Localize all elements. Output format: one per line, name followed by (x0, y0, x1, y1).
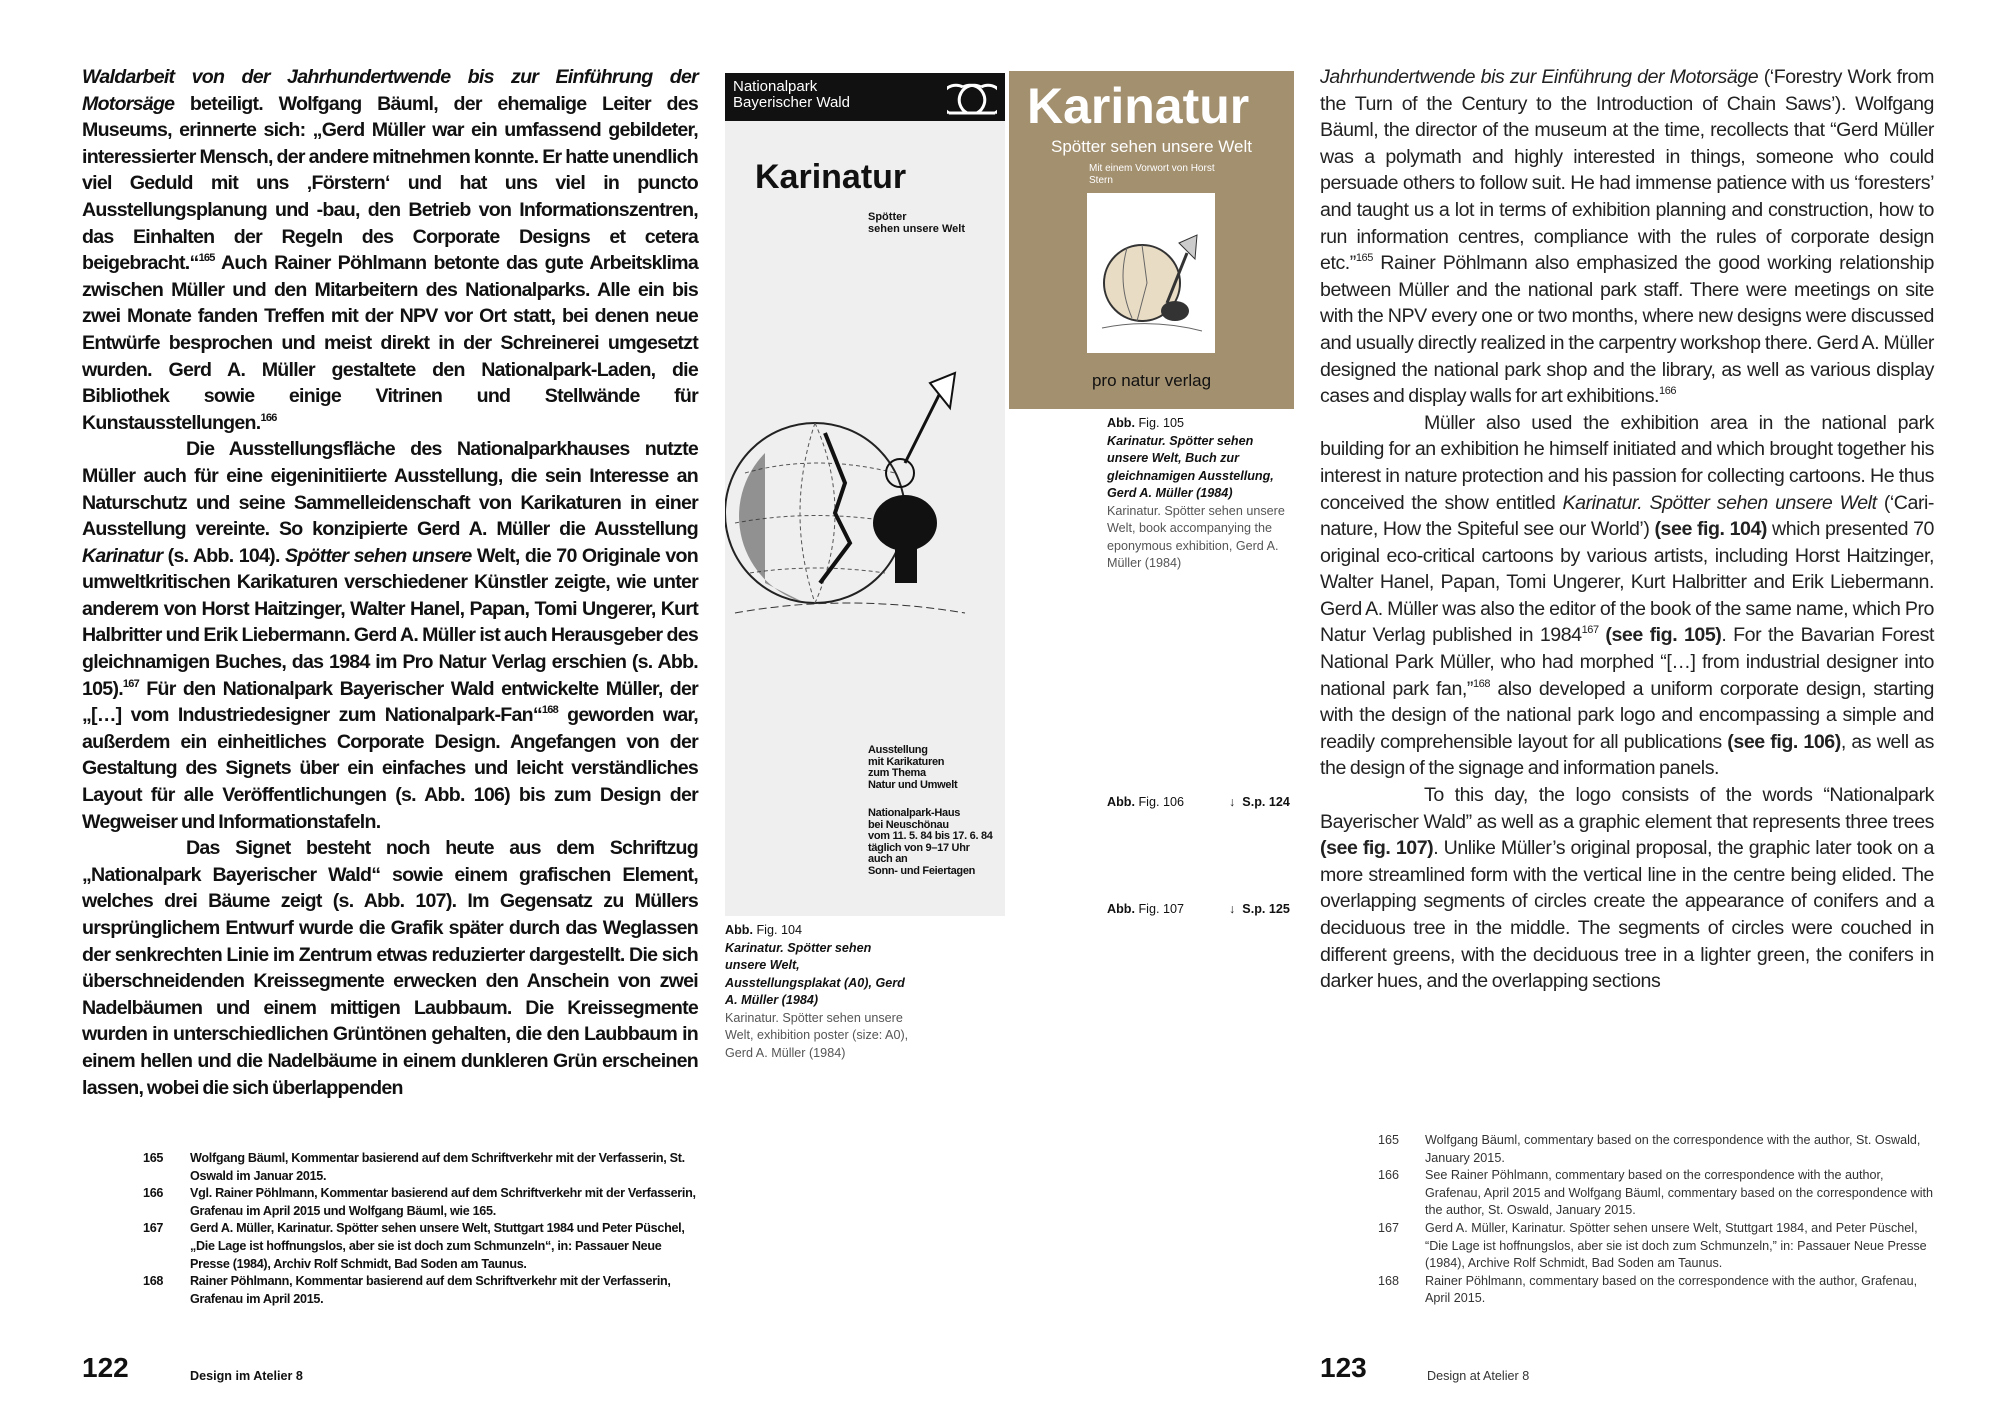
running-title-left: Design im Atelier 8 (190, 1369, 303, 1383)
text-run: Karinatur. Spötter sehen unsere Welt (1562, 491, 1877, 514)
footnote-text: Gerd A. Müller, Karinatur. Spötter sehen unsere Welt, Stuttgart 1984 und Peter Püschel, „Die Lage ist hoffnungslos, aber sie ist doch zum Schmunzeln“, in: Passauer Neue Presse (1984), Archiv Rolf Schmidt, Bad Soden am Taunus. (190, 1221, 685, 1271)
text-run: Für den Nationalpark Bayerischer Wald entwickelte Müller, der „[…] vom Industriedesigner zum Nationalpark-Fan“ (82, 677, 698, 727)
footnote (1378, 1132, 1938, 1167)
text-run: (s. Abb. 104). (162, 544, 285, 567)
poster-header: Nationalpark Bayerischer Wald (733, 78, 850, 111)
text-run: Das Signet besteht noch heute aus dem Schriftzug „Nationalpark Bayerischer Wald“ sowie einem grafischen Element, welches drei Bäume zeigt (s. Abb. 107). Im Gegensatz zu Müllers ursprünglichem Entwurf wurde die Grafik später durch das Weglassen der senkrechten Linie im Zentrum etwas reduzierter dargestellt. Die sich überschneidenden Kreissegmente erwecken den Anschein von zwei Nadelbäumen und einem mittigen Laubbaum. Die Kreissegmente wurden in unterschiedlichen Grüntönen gehalten, die den Laubbaum in einem hellen und die Nadelbäume in einem dunkleren Grün erscheinen lassen, wobei die sich überlappenden (82, 837, 698, 1099)
text-run: Rainer Pöhlmann also emphasized the good working relationship between Müller and the national park staff. There were meetings on site with the NPV every one or two months, where new designs were discussed and usually directly realized in the carpentry workshop there. Gerd A. Müller designed the national park shop and the library, as well as various display cases and display walls for art exhibitions. (1320, 252, 1934, 408)
text-run: beteiligt. Wolfgang Bäuml, der ehemalige Leiter des Museums, erinnerte sich: „Gerd Müller war ein umfassend gebildeter, interessierter Mensch, der andere mitnehmen konnte. Er hatte unendlich viel Geduld mit uns ‚Förstern‘ und hat uns viel in puncto Ausstellungsplanung und -bau, den Betrieb von Informationszentren, das Einhalten der Regeln des Corporate Designs et cetera beigebracht.“ (82, 92, 698, 275)
footnote (143, 1273, 703, 1308)
footnote-text: Wolfgang Bäuml, Kommentar basierend auf dem Schriftverkehr mit der Verfasserin, St. Oswald im Januar 2015. (190, 1151, 685, 1183)
footnote-number: 165 (1378, 1133, 1400, 1147)
footnote-text: Rainer Pöhlmann, Kommentar basierend auf dem Schriftverkehr mit der Verfasserin, Grafenau im April 2015. (190, 1274, 671, 1306)
text-run: Karinatur (82, 544, 163, 567)
page-number-right: 123 (1320, 1352, 1367, 1383)
footnote-text: Rainer Pöhlmann, commentary based on the correspondence with the author, Grafenau, April 2015. (1425, 1273, 1918, 1306)
paragraph (1320, 410, 1934, 782)
footnote-ref: 168 (541, 704, 558, 717)
exhibition-poster-image (725, 73, 1005, 916)
footnote-number: 166 (143, 1186, 164, 1201)
globe-axe-icon (1087, 193, 1215, 353)
poster-header-band (725, 73, 1005, 121)
paragraph (82, 436, 698, 835)
fig-label-de: Abb. (1107, 795, 1135, 809)
caption-fig-104 (725, 922, 915, 1062)
footnote-text: Wolfgang Bäuml, commentary based on the correspondence with the author, St. Oswald, January 2015. (1425, 1133, 1921, 1165)
caption-text-de: Karinatur. Spötter sehen unsere Welt, Ausstellungsplakat (A0), Gerd A. Müller (1984) (725, 940, 905, 1007)
footnote (1378, 1273, 1938, 1308)
footnote-number: 167 (143, 1221, 164, 1236)
text-run: . For the Bavarian Forest National Park Müller, who had morphed “[…] from industrial designer into national park fan,” (1320, 624, 1934, 700)
text-run: (see fig. 104) (1654, 518, 1767, 541)
page-number-left: 122 (82, 1352, 129, 1383)
poster-subtitle: Spötter sehen unsere Welt (868, 211, 965, 235)
paragraph (1320, 782, 1934, 995)
footnote (1378, 1220, 1938, 1273)
fig-label-de: Abb. (1107, 902, 1135, 916)
book-cover-image (1009, 71, 1294, 409)
arrow-down-icon: ↓ (1229, 795, 1236, 809)
book-publisher: pro natur verlag (1091, 371, 1212, 390)
text-run: (‘Cari-nature, How the Spiteful see our World’) (1320, 491, 1935, 541)
poster-exhibition-text: Ausstellung mit Karikaturen zum Thema Natur und Umwelt (868, 744, 958, 791)
paragraph (82, 64, 698, 436)
poster-title: Karinatur (755, 158, 907, 196)
book-cover-illustration (1087, 193, 1215, 353)
text-run: geworden war, außerdem ein einheitliches Corporate Design. Angefangen von der Gestaltung des Signets über ein einfaches und leicht verständliches Layout für alle Veröffentlichungen (s. Abb. 106) bis zum Design der Wegweiser und Informationstafeln. (82, 704, 698, 833)
footnote-text: Gerd A. Müller, Karinatur. Spötter sehen unsere Welt, Stuttgart 1984, and Peter Püschel, “Die Lage ist hoffnungslos, aber sie ist doch zum Schmunzeln,” in: Passauer Neue Presse (1984), Archive Rolf Schmidt, Bad Soden am Taunus. (1425, 1220, 1927, 1271)
caption-text-en: Karinatur. Spötter sehen unsere Welt, exhibition poster (size: A0), Gerd A. Müller (1984) (725, 1010, 909, 1060)
text-run: Welt, die 70 Originale von umweltkritischen Karikaturen verschiedener Künstler zeigte, wie unter anderem von Horst Haitzinger, Walter Hanel, Papan, Tomi Ungerer, Kurt Halbritter und Erik Liebermann. Gerd A. Müller ist auch Herausgeber des gleichnamigen Buches, das 1984 im Pro Natur Verlag erschien (s. Abb. 105). (82, 544, 698, 700)
footnote-number: 165 (143, 1151, 164, 1165)
text-run: , as well as the design of the signage and information panels. (1320, 730, 1934, 780)
footnote (143, 1220, 703, 1273)
text-run: Jahrhundertwende bis zur Einführung der Motorsäge (1320, 66, 1759, 88)
footnote-ref: 167 (122, 677, 140, 690)
arrow-down-icon: ↓ (1229, 902, 1236, 916)
text-run: (see fig. 106) (1727, 730, 1841, 753)
caption-label-de: Abb. (1107, 416, 1135, 430)
footnote-ref: 168 (1473, 677, 1491, 690)
footnote-number: 167 (1378, 1220, 1400, 1235)
paragraph (82, 835, 698, 1101)
caption-label-en: Fig. 104 (756, 923, 802, 937)
fig-106-reference (1107, 795, 1307, 809)
caption-label-en: Fig. 105 (1138, 416, 1184, 430)
footnote-ref: 167 (1581, 624, 1599, 637)
footnote-text: Vgl. Rainer Pöhlmann, Kommentar basierend auf dem Schriftverkehr mit der Verfasserin, Grafenau im April 2015 und Wolfgang Bäuml, wie 165. (190, 1186, 696, 1218)
text-run: . Unlike Müller’s original proposal, the graphic later took on a more streamlined form with the vertical line in the centre being elided. The overlapping segments of circles create the appearance of conifers and a deciduous tree in the middle. The segments of circles were couched in different greens, with the deciduous tree in a lighter green, the conifers in darker hues, and the overlapping sections (1320, 837, 1934, 993)
running-title-right: Design at Atelier 8 (1427, 1369, 1530, 1383)
book-foreword: Mit einem Vorwort von Horst Stern (1089, 163, 1215, 186)
text-run: Auch Rainer Pöhlmann betonte das gute Arbeitsklima zwischen Müller und den Mitarbeitern des Nationalparks. Alle ein bis zwei Monate fanden Treffen mit der NPV vor Ort statt, bei denen neue Entwürfe besprochen und meist direkt in der Schreinerei umgesetzt wurden. Gerd A. Müller gestaltete den Nationalpark-Laden, die Bibliothek sowie einige Vitrinen und Stellwände für Kunstausstellungen. (82, 252, 698, 434)
footnote-ref: 165 (1355, 252, 1373, 265)
caption-label-de: Abb. (725, 923, 753, 937)
poster-venue-dates: Nationalpark-Haus bei Neuschönau vom 11. 5. 84 bis 17. 6. 84 täglich von 9–17 Uhr auch an Sonn- und Feiertagen (868, 807, 993, 877)
footnote (1378, 1167, 1938, 1220)
text-run: Waldarbeit von der Jahrhundertwende bis zur Einführung der Motorsäge (82, 66, 698, 115)
page-link[interactable]: S.p. 124 (1242, 795, 1290, 809)
tree-logo-icon (947, 81, 997, 115)
text-run: To this day, the logo consists of the words “Nationalpark Bayerischer Wald” as well as a graphic element that represents three trees (1320, 784, 1934, 833)
caption-text-de: Karinatur. Spötter sehen unsere Welt, Buch zur gleichnamigen Ausstellung, Gerd A. Müller (1984) (1107, 433, 1274, 500)
text-run: (‘Forestry Work from the Turn of the Century to the Introduction of Chain Saws’). Wolfgang Bäuml, the director of the museum at the time, recollects that “Gerd Müller was a polymath and highly interested in things, someone who could persuade others to follow suit. He had immense patience with us ‘foresters’ and taught us a lot in terms of exhibition planning and construction, how to run information centres, compliance with the rules of corporate design etc.” (1320, 66, 1935, 275)
footnote-text: See Rainer Pöhlmann, commentary based on the correspondence with the author, Grafenau, April 2015 and Wolfgang Bäuml, commentary based on the correspondence with the author, St. Oswald, January 2015. (1425, 1168, 1934, 1218)
footnote-ref: 166 (1659, 385, 1677, 398)
text-run: Die Ausstellungsfläche des Nationalparkhauses nutzte Müller auch für eine eigeninitiierte Ausstellung, die sein Interesse an Naturschutz und seine Sammelleidenschaft von Karikaturen in einer Ausstellung vereinte. So konzipierte Gerd A. Müller die Ausstellung (82, 438, 698, 541)
footnote-ref: 166 (260, 411, 277, 424)
book-subtitle: Spötter sehen unsere Welt (1051, 137, 1252, 156)
text-run: (see fig. 105) (1605, 624, 1722, 647)
footnote (143, 1150, 703, 1185)
text-run: (see fig. 107) (1320, 837, 1434, 860)
footnote-number: 166 (1378, 1168, 1400, 1183)
fig-label-en: Fig. 106 (1138, 795, 1184, 809)
book-title: Karinatur (1027, 78, 1250, 134)
text-run: which presented 70 original eco-critical cartoons by various artists, including Horst Haitzinger, Walter Hanel, Papan, Tomi Ungerer, Kurt Halbritter and Erik Liebermann. Gerd A. Müller was also the editor of the book of the same name, which Pro Natur Verlag published in 1984 (1320, 518, 1934, 647)
globe-cartoon-illustration (725, 363, 975, 663)
footnotes-left (143, 1150, 703, 1308)
footnotes-right (1378, 1132, 1938, 1308)
footnote-number: 168 (143, 1274, 164, 1289)
footnote (143, 1185, 703, 1220)
text-run: Müller also used the exhibition area in the national park building for an exhibition he himself initiated and which brought together his interest in nature protection and his passion for collecting cartoons. He thus conceived the show entitled (1320, 411, 1934, 514)
fig-label-en: Fig. 107 (1138, 902, 1184, 916)
text-run: also developed a uniform corporate design, starting with the design of the national park logo and encompassing a simple and readily comprehensible layout for all publications (1320, 677, 1934, 753)
footnote-ref: 165 (198, 252, 215, 265)
footnote-number: 168 (1378, 1273, 1400, 1288)
right-body-text (1320, 64, 1934, 995)
fig-107-reference (1107, 902, 1307, 916)
left-body-text (82, 64, 698, 1101)
paragraph (1320, 64, 1934, 410)
text-run: Spötter sehen unsere (284, 544, 472, 567)
caption-fig-105 (1107, 415, 1287, 573)
caption-text-en: Karinatur. Spötter sehen unsere Welt, book accompanying the eponymous exhibition, Gerd A. Müller (1984) (1107, 503, 1285, 570)
page-link[interactable]: S.p. 125 (1242, 902, 1290, 916)
